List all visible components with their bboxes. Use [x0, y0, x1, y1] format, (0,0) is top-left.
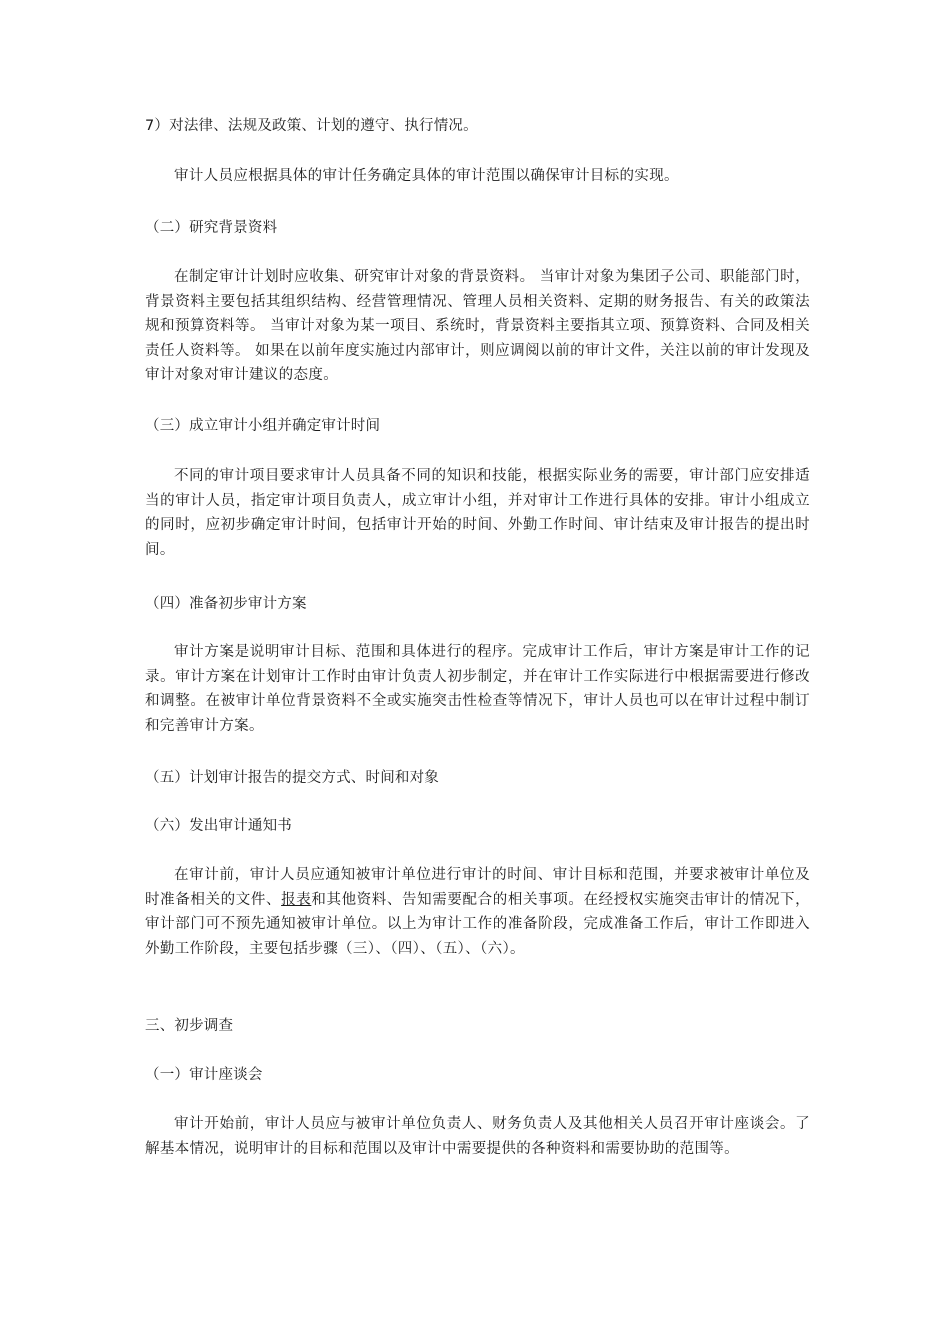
paragraph-audit-plan: 审计方案是说明审计目标、范围和具体进行的程序。完成审计工作后，审计方案是审计工作的记录。审计方案在计划审计工作时由审计负责人初步制定，并在审计工作实际进行中根据需要进行修改和调整。在被审计单位背景资料不全或实施突击性检查等情况下，审计人员也可以在审计过程中制订和完善审计方案。 [145, 644, 810, 734]
heading-form-audit-team: （三）成立审计小组并确定审计时间 [145, 418, 381, 434]
notice-text-part-1: 在审计前，审计人员应通知被审计单位进行审计的时间、审计目标和范围，并要求被审计单位及时准备相关的文件、 [145, 867, 810, 908]
paragraph-audit-scope: 审计人员应根据具体的审计任务确定具体的审计范围以确保审计目标的实现。 [174, 168, 679, 184]
paragraph-audit-team: 不同的审计项目要求审计人员具备不同的知识和技能，根据实际业务的需要，审计部门应安排适当的审计人员，指定审计项目负责人，成立审计小组，并对审计工作进行具体的安排。审计小组成立的同时，应初步确定审计时间，包括审计开始的时间、外勤工作时间、审计结束及审计报告的提出时间。 [145, 468, 810, 558]
heading-preliminary-plan: （四）准备初步审计方案 [145, 596, 307, 612]
heading-audit-meeting: （一）审计座谈会 [145, 1067, 263, 1083]
heading-audit-notice: （六）发出审计通知书 [145, 818, 292, 834]
paragraph-audit-notice [145, 863, 810, 961]
heading-report-planning: （五）计划审计报告的提交方式、时间和对象 [145, 770, 439, 786]
report-forms-link[interactable]: 报表 [281, 891, 312, 908]
list-item-7: 7）对法律、法规及政策、计划的遵守、执行情况。 [145, 118, 478, 134]
paragraph-audit-meeting: 审计开始前，审计人员应与被审计单位负责人、财务负责人及其他相关人员召开审计座谈会。了解基本情况，说明审计的目标和范围以及审计中需要提供的各种资料和需要协助的范围等。 [145, 1116, 810, 1157]
notice-text-part-2: 和其他资料、告知需要配合的相关事项。在经授权实施突击审计的情况下，审计部门可不预先通知被审计单位。以上为审计工作的准备阶段，完成准备工作后，审计工作即进入外勤工作阶段，主要包括步骤（三）、（四）、（五）、（六）。 [145, 891, 811, 957]
heading-research-background: （二）研究背景资料 [145, 220, 278, 236]
paragraph-background-materials: 在制定审计计划时应收集、研究审计对象的背景资料。 当审计对象为集团子公司、职能部门时，背景资料主要包括其组织结构、经营管理情况、管理人员相关资料、定期的财务报告、有关的政策法规和预算资料等。 当审计对象为某一项目、系统时，背景资料主要指其立项、预算资料、合同及相关责任人资料等。 如果在以前年度实施过内部审计，则应调阅以前的审计文件，关注以前的审计发现及审计对象对审计建议的态度。 [145, 269, 810, 383]
heading-preliminary-survey: 三、初步调查 [145, 1018, 234, 1034]
